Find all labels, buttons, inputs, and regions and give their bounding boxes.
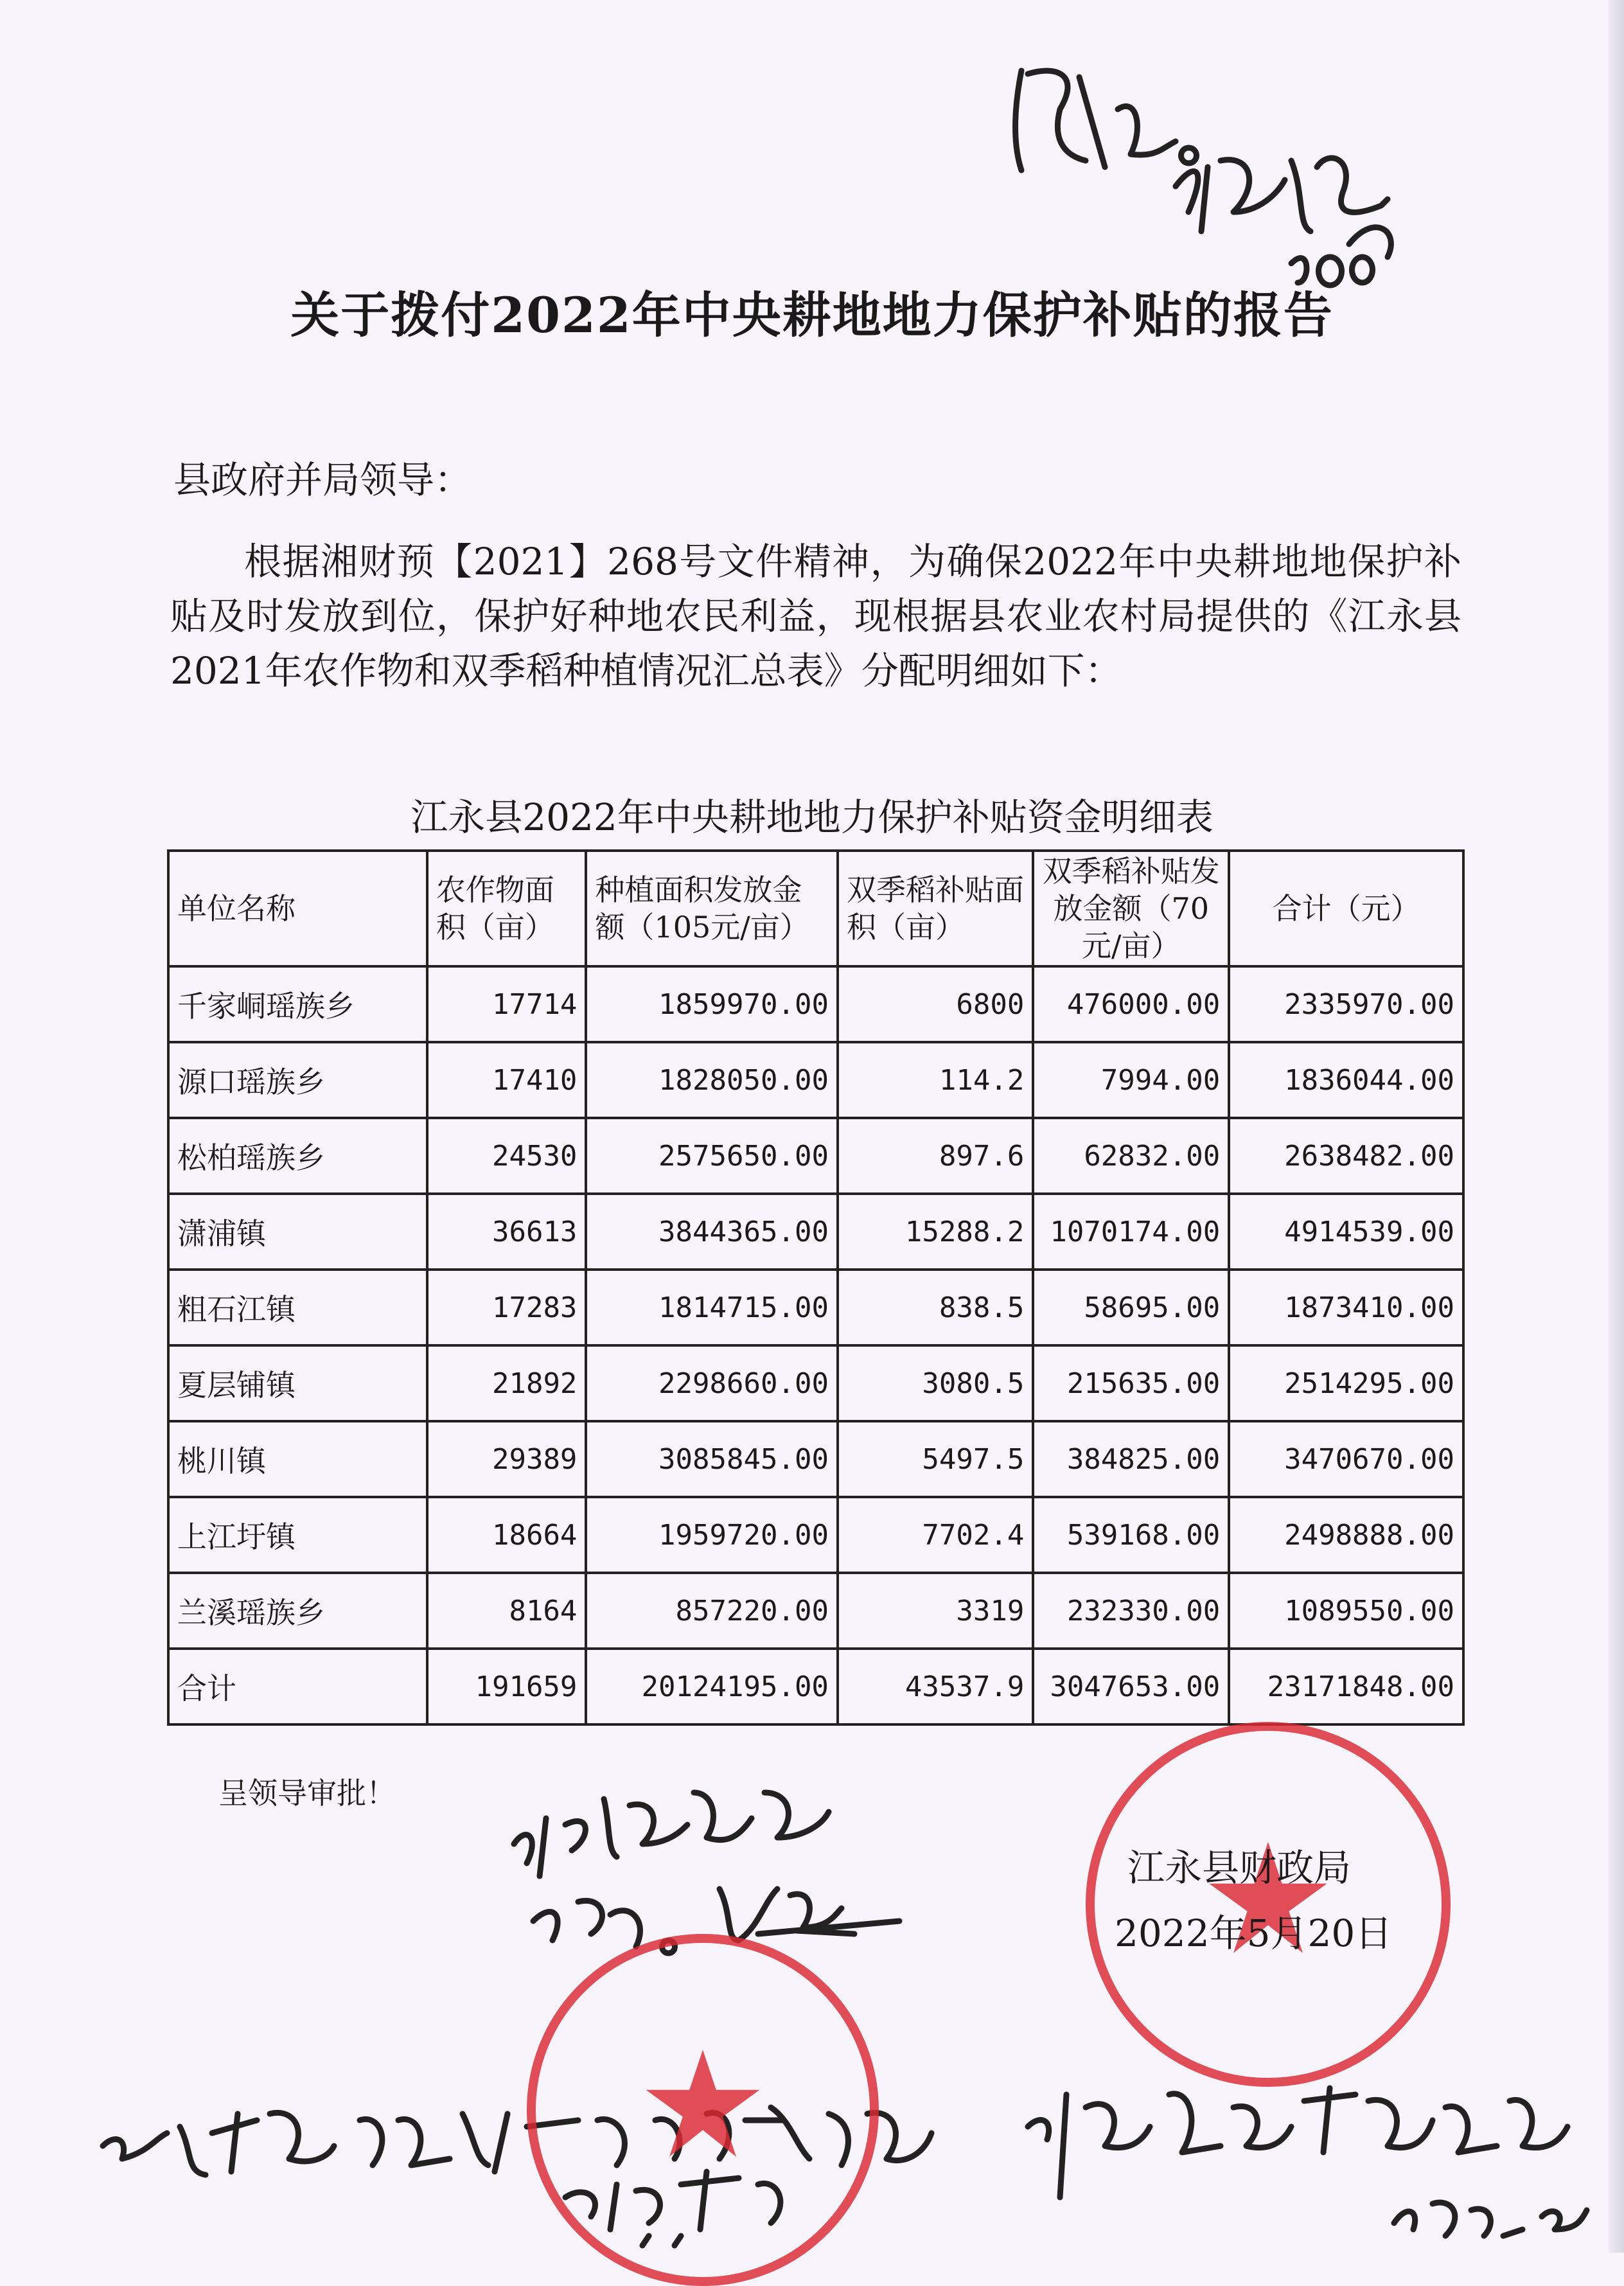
closing-text: 呈领导审批！: [218, 1776, 396, 1811]
table-row: [168, 1573, 1463, 1649]
salutation: 县政府并局领导：: [173, 458, 472, 502]
cell-value: 20124195.00: [586, 1649, 838, 1724]
cell-value: 7994.00: [1033, 1042, 1229, 1118]
issuing-org: 江永县财政局: [1127, 1846, 1352, 1890]
cell-value: 2638482.00: [1229, 1118, 1463, 1194]
cell-value: 36613: [427, 1194, 587, 1270]
cell-value: 2298660.00: [586, 1345, 838, 1421]
cell-value: 539168.00: [1033, 1497, 1229, 1573]
cell-value: 17283: [427, 1270, 587, 1345]
cell-value: 1814715.00: [586, 1270, 838, 1345]
cell-value: 857220.00: [586, 1573, 838, 1649]
header-crop-area: 农作物面积（亩）: [427, 851, 587, 966]
cell-value: 62832.00: [1033, 1118, 1229, 1194]
table-body: [168, 966, 1463, 1724]
cell-value: 2498888.00: [1229, 1497, 1463, 1573]
cell-value: 1836044.00: [1229, 1042, 1463, 1118]
red-official-seal-lower: [527, 1934, 879, 2286]
cell-value: 17410: [427, 1042, 587, 1118]
cell-value: 2514295.00: [1229, 1345, 1463, 1421]
table-total-row: [168, 1649, 1463, 1724]
cell-value: 18664: [427, 1497, 587, 1573]
cell-value: 1828050.00: [586, 1042, 838, 1118]
cell-value: 1859970.00: [586, 966, 838, 1042]
cell-unit-name: 桃川镇: [168, 1421, 427, 1497]
cell-value: 1070174.00: [1033, 1194, 1229, 1270]
cell-unit-name: 潇浦镇: [168, 1194, 427, 1270]
cell-value: 838.5: [838, 1270, 1033, 1345]
table-row: [168, 1194, 1463, 1270]
cell-value: 2575650.00: [586, 1118, 838, 1194]
cell-value: 1089550.00: [1229, 1573, 1463, 1649]
cell-unit-name: 夏层铺镇: [168, 1345, 427, 1421]
cell-value: 58695.00: [1033, 1270, 1229, 1345]
issue-date: 2022年5月20日: [1115, 1911, 1393, 1955]
cell-value: 2335970.00: [1229, 966, 1463, 1042]
header-unit-name: 单位名称: [168, 851, 427, 966]
table-header-row: [168, 851, 1463, 966]
cell-value: 29389: [427, 1421, 587, 1497]
cell-value: 4914539.00: [1229, 1194, 1463, 1270]
cell-value: 114.2: [838, 1042, 1033, 1118]
cell-value: 3844365.00: [586, 1194, 838, 1270]
cell-value: 17714: [427, 966, 587, 1042]
table-row: [168, 1118, 1463, 1194]
cell-value: 21892: [427, 1345, 587, 1421]
cell-unit-name: 上江圩镇: [168, 1497, 427, 1573]
cell-value: 6800: [838, 966, 1033, 1042]
header-double-rice-area: 双季稻补贴面积（亩）: [838, 851, 1033, 966]
table-row: [168, 1270, 1463, 1345]
cell-unit-name: 兰溪瑶族乡: [168, 1573, 427, 1649]
cell-value: 897.6: [838, 1118, 1033, 1194]
header-total: 合计（元）: [1229, 851, 1463, 966]
table-row: [168, 1042, 1463, 1118]
cell-value: 3085845.00: [586, 1421, 838, 1497]
document-title: 关于拨付2022年中央耕地地力保护补贴的报告: [290, 287, 1334, 344]
cell-value: 1959720.00: [586, 1497, 838, 1573]
table-row: [168, 966, 1463, 1042]
table-row: [168, 1497, 1463, 1573]
cell-value: 43537.9: [838, 1649, 1033, 1724]
table-row: [168, 1421, 1463, 1497]
cell-value: 1873410.00: [1229, 1270, 1463, 1345]
cell-unit-name: 松柏瑶族乡: [168, 1118, 427, 1194]
cell-unit-name: 粗石江镇: [168, 1270, 427, 1345]
cell-value: 215635.00: [1033, 1345, 1229, 1421]
cell-value: 3319: [838, 1573, 1033, 1649]
header-planting-amount: 种植面积发放金额（105元/亩）: [586, 851, 838, 966]
cell-value: 232330.00: [1033, 1573, 1229, 1649]
handwriting-top-signature: [1016, 71, 1391, 285]
cell-value: 7702.4: [838, 1497, 1033, 1573]
cell-value: 476000.00: [1033, 966, 1229, 1042]
cell-value: 3047653.00: [1033, 1649, 1229, 1724]
cell-unit-name: 合计: [168, 1649, 427, 1724]
table-title: 江永县2022年中央耕地地力保护补贴资金明细表: [410, 795, 1214, 839]
cell-unit-name: 千家峒瑶族乡: [168, 966, 427, 1042]
cell-value: 3080.5: [838, 1345, 1033, 1421]
body-paragraph: 根据湘财预【2021】268号文件精神，为确保2022年中央耕地地保护补贴及时发放到位，保护好种地农民利益，现根据县农业农村局提供的《江永县2021年农作物和双季稻种植情况汇总表》分配明细如下：: [170, 540, 1461, 693]
cell-value: 3470670.00: [1229, 1421, 1463, 1497]
handwriting-mid-signature: [514, 1793, 899, 1953]
cell-value: 23171848.00: [1229, 1649, 1463, 1724]
cell-value: 24530: [427, 1118, 587, 1194]
cell-value: 384825.00: [1033, 1421, 1229, 1497]
seal-star-icon-lower: [536, 1943, 870, 2277]
cell-unit-name: 源口瑶族乡: [168, 1042, 427, 1118]
table-row: [168, 1345, 1463, 1421]
cell-value: 5497.5: [838, 1421, 1033, 1497]
header-double-rice-amount: 双季稻补贴发放金额（70元/亩）: [1033, 851, 1229, 966]
cell-value: 8164: [427, 1573, 587, 1649]
cell-value: 15288.2: [838, 1194, 1033, 1270]
handwriting-bottom-right-note: [1028, 2088, 1587, 2236]
subsidy-detail-table: [167, 849, 1465, 1726]
cell-value: 191659: [427, 1649, 587, 1724]
